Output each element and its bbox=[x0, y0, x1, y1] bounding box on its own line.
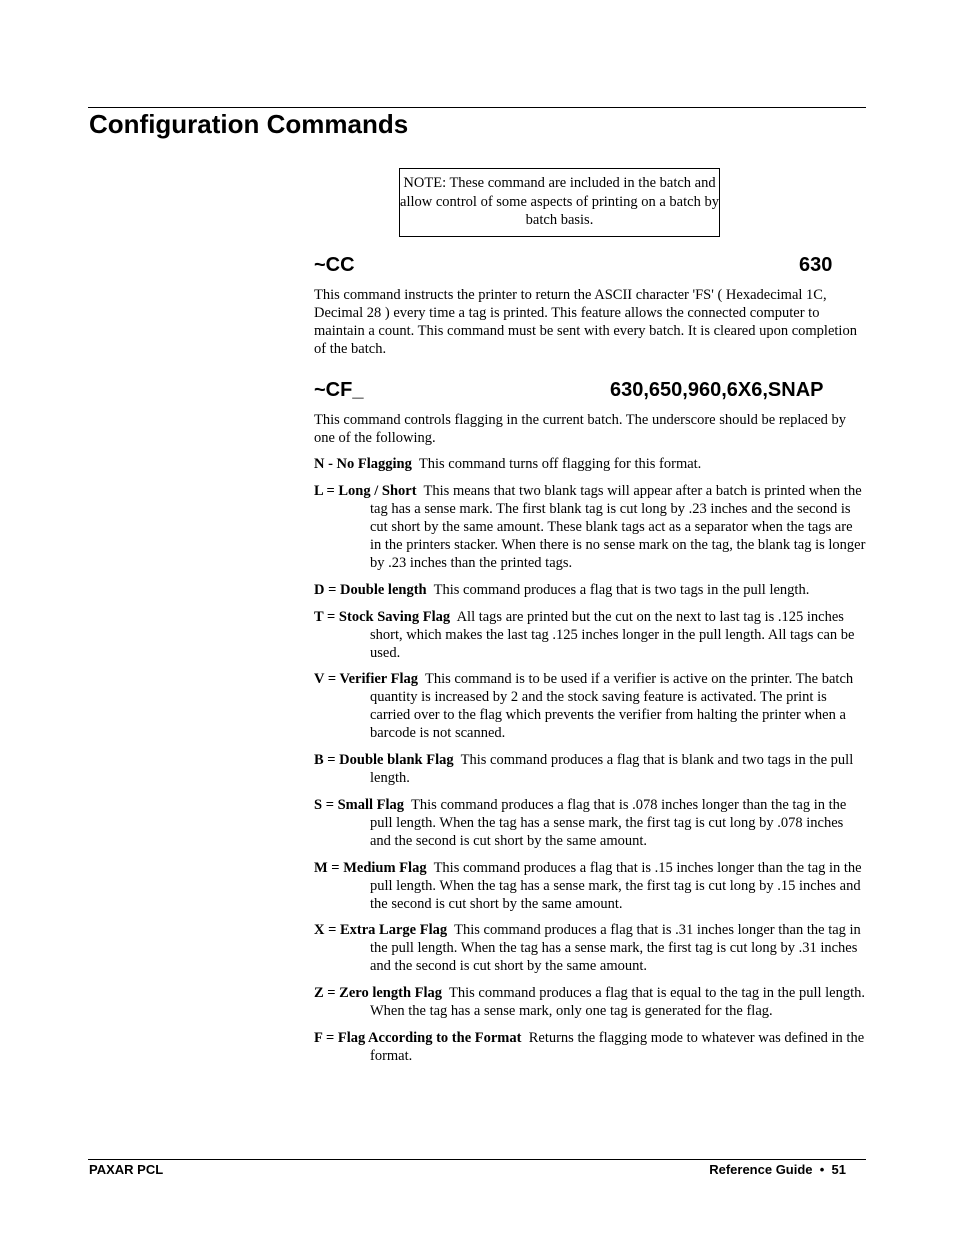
cc-command-name: ~CC bbox=[314, 254, 355, 276]
flag-option-term: B = Double blank Flag bbox=[314, 752, 454, 768]
flag-option bbox=[314, 984, 866, 1020]
flag-option bbox=[314, 796, 866, 850]
flag-option bbox=[314, 581, 866, 599]
cf-command-name: ~CF_ bbox=[314, 379, 364, 401]
flag-option-text: This command turns off flagging for this format. bbox=[418, 456, 702, 472]
flag-option-text: This command produces a flag that is .15 inches longer than the tag in the pull length. When the tag has a sense mark, the first tag is cut long by .15 inches and the second is cut short by the same amount. bbox=[370, 860, 862, 912]
flag-option-term: S = Small Flag bbox=[314, 797, 405, 813]
flag-option-term: L = Long / Short bbox=[314, 483, 417, 499]
flag-option-text: All tags are printed but the cut on the next to last tag is .125 inches short, which makes the last tag .125 inches longer in the pull length. All tags can be used. bbox=[370, 609, 855, 661]
flag-option bbox=[314, 921, 866, 975]
cc-command-models: 630 bbox=[799, 254, 833, 276]
flag-option-term: M = Medium Flag bbox=[314, 860, 427, 876]
footer-page-number: Reference Guide • 51 bbox=[709, 1162, 846, 1177]
flag-option bbox=[314, 455, 866, 473]
flag-option-term: X = Extra Large Flag bbox=[314, 922, 448, 938]
flag-option-term: Z = Zero length Flag bbox=[314, 985, 443, 1001]
flag-option bbox=[314, 1029, 866, 1065]
header-rule bbox=[88, 107, 866, 108]
page-title: Configuration Commands bbox=[89, 109, 409, 139]
flag-option-text: Returns the flagging mode to whatever was defined in the format. bbox=[370, 1030, 865, 1064]
flag-option-term: F = Flag According to the Format bbox=[314, 1030, 522, 1046]
flag-option bbox=[314, 608, 866, 662]
footer-product: PAXAR PCL bbox=[89, 1162, 164, 1177]
flag-option-text: This command produces a flag that is .31 inches longer than the tag in the pull length. When the tag has a sense mark, the first tag is cut long by .31 inches and the second is cut short by the same amount. bbox=[370, 922, 861, 974]
flag-option-text: This command is to be used if a verifier is active on the printer. The batch quantity is increased by 2 and the stock saving feature is activated. The print is carried over to the flag which prevents the verifier from halting the printer when a barcode is not scanned. bbox=[370, 671, 854, 741]
flag-option-term: N - No Flagging bbox=[314, 456, 412, 472]
flag-option-text: This means that two blank tags will appear after a batch is printed when the tag has a sense mark. The first blank tag is cut long by .23 inches and the second is cut short by the same amount. These blank tags act as a separator when the tags are in the printers stacker. When there is no sense mark on the tag, the blank tag is longer by .23 inches than the printed tags. bbox=[370, 483, 866, 571]
flag-option-term: V = Verifier Flag bbox=[314, 671, 418, 687]
flag-option-term: T = Stock Saving Flag bbox=[314, 609, 451, 625]
cf-description: This command controls flagging in the current batch. The underscore should be replaced by one of the following. bbox=[314, 412, 847, 446]
flag-option-term: D = Double length bbox=[314, 582, 427, 598]
cc-description: This command instructs the printer to return the ASCII character 'FS' ( Hexadecimal 1C, Decimal 28 ) every time a tag is printed. This feature allows the connected computer to maintain a count. This command must be sent with every batch. It is cleared upon completion of the batch. bbox=[314, 287, 857, 357]
note-box: NOTE: These command are included in the batch and allow control of some aspects of printing on a batch by batch basis. bbox=[399, 168, 720, 237]
flag-option-text: This command produces a flag that is .078 inches longer than the tag in the pull length. When the tag has a sense mark, the first tag is cut long by .078 inches and the second is cut short by the same amount. bbox=[370, 797, 847, 849]
flag-option-text: This command produces a flag that is two tags in the pull length. bbox=[433, 582, 810, 598]
flag-option bbox=[314, 859, 866, 913]
flag-option bbox=[314, 670, 866, 742]
flag-option bbox=[314, 751, 866, 787]
cf-command-models: 630,650,960,6X6,SNAP bbox=[610, 379, 824, 401]
flag-option-text: This command produces a flag that is equal to the tag in the pull length. When the tag has a sense mark, only one tag is generated for the flag. bbox=[370, 985, 865, 1019]
flag-option-text: This command produces a flag that is blank and two tags in the pull length. bbox=[370, 752, 854, 786]
flag-option bbox=[314, 482, 866, 572]
footer-rule bbox=[88, 1159, 866, 1160]
